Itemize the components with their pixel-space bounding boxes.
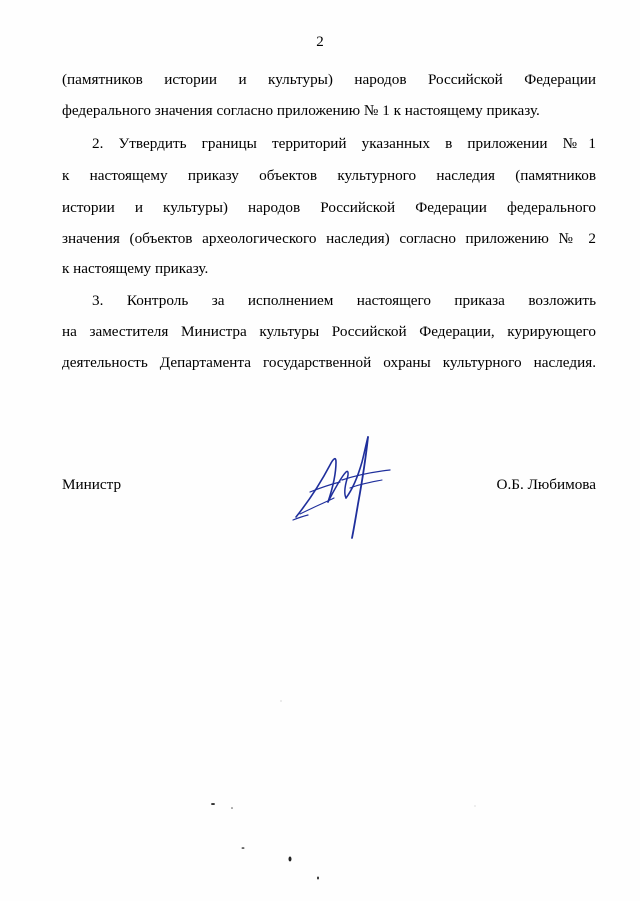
paragraph-2-line-4: значения (объектов археологического наследия) согласно приложению № 2 bbox=[62, 230, 596, 247]
handwritten-signature bbox=[290, 432, 400, 542]
paragraph-1-line-1: (памятников истории и культуры) народов Российской Федерации bbox=[62, 71, 596, 88]
paragraph-2-line-2: к настоящему приказу объектов культурного наследия (памятников bbox=[62, 167, 596, 184]
paragraph-2-line-3: истории и культуры) народов Российской Федерации федерального bbox=[62, 199, 596, 216]
signatory-name: О.Б. Любимова bbox=[496, 476, 596, 493]
paragraph-3-line-1: 3. Контроль за исполнением настоящего приказа возложить bbox=[92, 292, 596, 309]
paragraph-3-line-3: деятельность Департамента государственной охраны культурного наследия. bbox=[62, 354, 596, 371]
paragraph-2-line-5: к настоящему приказу. bbox=[62, 260, 209, 277]
signatory-role: Министр bbox=[62, 476, 122, 493]
paragraph-2-line-1: 2. Утвердить границы территорий указанных в приложении №1 bbox=[92, 135, 596, 152]
paragraph-1-line-2: федерального значения согласно приложению № 1 к настоящему приказу. bbox=[62, 102, 540, 119]
paragraph-3-line-2: на заместителя Министра культуры Российской Федерации, курирующего bbox=[62, 323, 596, 340]
page-number: 2 bbox=[316, 34, 324, 50]
